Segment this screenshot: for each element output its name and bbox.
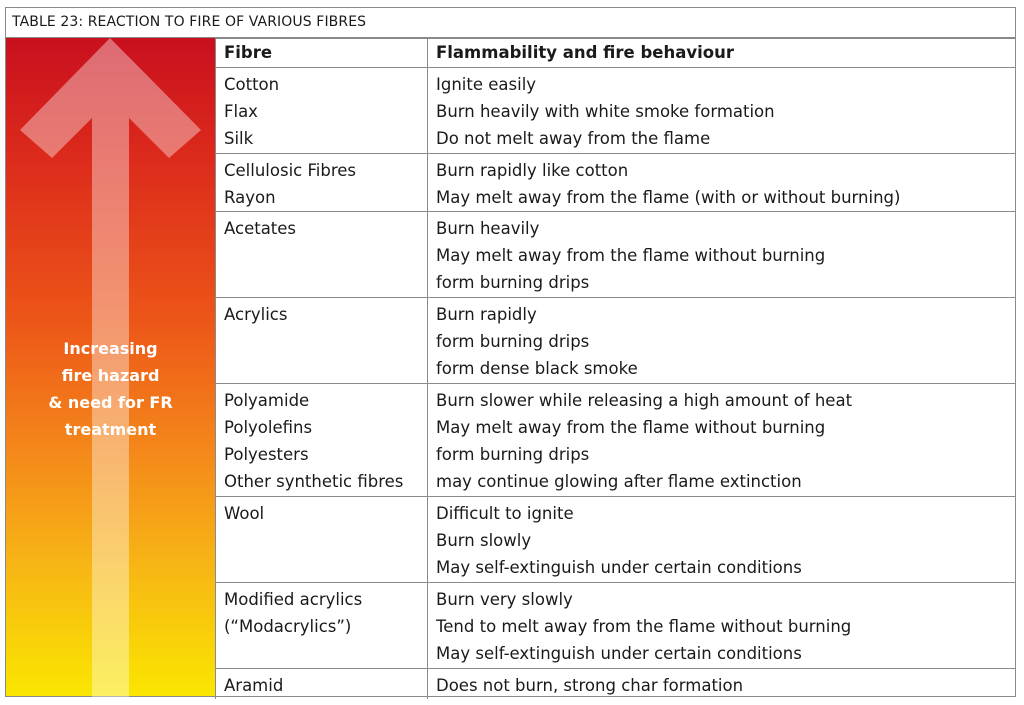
header-fibre: Fibre: [216, 39, 428, 68]
header-row: [216, 39, 1016, 68]
fibre-name: Silk: [224, 129, 254, 148]
behaviour-text: form burning drips: [436, 332, 590, 351]
behaviour-cell: [428, 384, 1016, 497]
fibre-name: (“Modacrylics”): [224, 617, 352, 636]
table-row: [216, 583, 1016, 669]
behaviour-text: Burn rapidly: [436, 305, 537, 324]
behaviour-text: Burn slowly: [436, 531, 532, 550]
table-row: [216, 384, 1016, 497]
behaviour-cell: [428, 497, 1016, 583]
fibre-name: Aramid: [224, 676, 284, 695]
behaviour-text: may continue glowing after flame extinction: [436, 472, 802, 491]
behaviour-cell: [428, 212, 1016, 298]
behaviour-text: Burn slower while releasing a high amount of heat: [436, 391, 853, 410]
fibre-name: Acetates: [224, 219, 297, 238]
table-row: [216, 298, 1016, 384]
fibre-name: Cellulosic Fibres: [224, 161, 356, 180]
fibre-name: Other synthetic fibres: [224, 472, 404, 491]
fibre-name: Rayon: [224, 188, 276, 207]
fibre-name: Cotton: [224, 75, 280, 94]
behaviour-text: Burn very slowly: [436, 590, 573, 609]
hazard-label-line: treatment: [64, 420, 157, 439]
hazard-label-line: & need for FR: [48, 393, 173, 412]
fibres-table: [215, 38, 1016, 699]
behaviour-text: Tend to melt away from the flame without burning: [436, 617, 852, 636]
behaviour-text: form burning drips: [436, 273, 590, 292]
hazard-label: [6, 335, 215, 443]
table-row: [216, 68, 1016, 154]
behaviour-text: Burn heavily with white smoke formation: [436, 102, 775, 121]
behaviour-text: May self-extinguish under certain conditions: [436, 558, 802, 577]
fibre-cell: [216, 154, 428, 212]
fibre-cell: [216, 384, 428, 497]
behaviour-text: Difficult to ignite: [436, 504, 574, 523]
behaviour-text: May self-extinguish under certain conditions: [436, 644, 802, 663]
fibre-cell: [216, 497, 428, 583]
fibre-name: Wool: [224, 504, 265, 523]
behaviour-cell: [428, 583, 1016, 669]
hazard-gradient-bar: [6, 38, 215, 696]
fibre-cell: [216, 583, 428, 669]
behaviour-text: Do not melt away from the flame: [436, 129, 711, 148]
fibre-cell: [216, 669, 428, 700]
behaviour-text: Ignite easily: [436, 75, 537, 94]
behaviour-text: May melt away from the flame without burning: [436, 418, 826, 437]
table-row: [216, 669, 1016, 700]
behaviour-cell: [428, 669, 1016, 700]
behaviour-cell: [428, 154, 1016, 212]
fibre-cell: [216, 298, 428, 384]
behaviour-text: Burn rapidly like cotton: [436, 161, 629, 180]
hazard-label-line: Increasing: [63, 339, 158, 358]
behaviour-text: Does not burn, strong char formation: [436, 676, 744, 695]
fibre-name: Polyolefins: [224, 418, 313, 437]
table-row: [216, 497, 1016, 583]
fibre-name: Modified acrylics: [224, 590, 363, 609]
table-row: [216, 154, 1016, 212]
behaviour-text: Burn heavily: [436, 219, 540, 238]
fibre-cell: [216, 68, 428, 154]
behaviour-text: form dense black smoke: [436, 359, 638, 378]
behaviour-text: May melt away from the flame without burning: [436, 246, 826, 265]
fibre-name: Polyesters: [224, 445, 309, 464]
fibre-name: Acrylics: [224, 305, 288, 324]
table-row: [216, 212, 1016, 298]
table-title: TABLE 23: REACTION TO FIRE OF VARIOUS FIBRES: [6, 8, 1015, 38]
header-flammability: Flammability and fire behaviour: [428, 39, 1016, 68]
fibre-name: Polyamide: [224, 391, 310, 410]
behaviour-text: form burning drips: [436, 445, 590, 464]
hazard-label-line: fire hazard: [61, 366, 160, 385]
fibre-cell: [216, 212, 428, 298]
behaviour-text: May melt away from the flame (with or without burning): [436, 188, 901, 207]
fibre-name: Flax: [224, 102, 258, 121]
behaviour-cell: [428, 298, 1016, 384]
table-frame: [5, 7, 1016, 697]
behaviour-cell: [428, 68, 1016, 154]
